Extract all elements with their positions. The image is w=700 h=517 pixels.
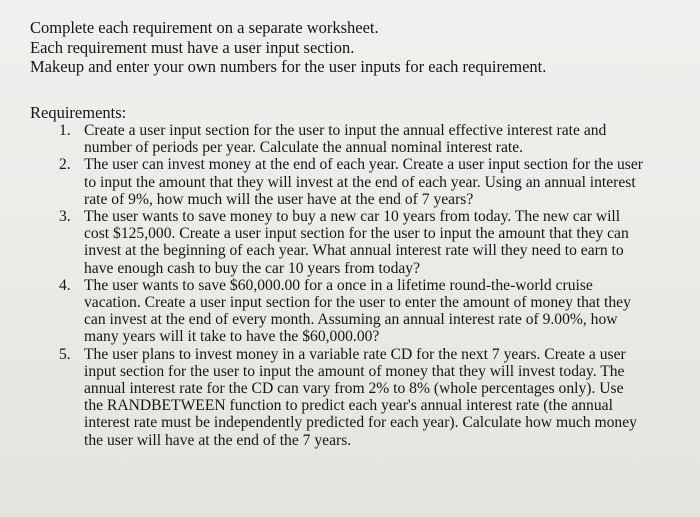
requirements-heading: Requirements: [30, 102, 127, 122]
requirement-text-line: invest at the beginning of each year. What annual interest rate will they need to earn to [84, 242, 624, 260]
requirement-text-line: many years will it take to have the $60,000.00? [84, 328, 380, 346]
requirement-item-3 [30, 208, 700, 277]
requirement-text-line: the RANDBETWEEN function to predict each year's annual interest rate (the annual [84, 397, 613, 415]
requirement-item-1 [30, 122, 700, 156]
requirement-item-4 [30, 277, 700, 346]
requirement-number: 3. [59, 208, 71, 226]
requirement-number: 5. [59, 345, 71, 363]
requirement-text-line: The user can invest money at the end of each year. Create a user input section for the user [84, 156, 643, 174]
requirement-text-line: The user wants to save money to buy a new car 10 years from today. The new car will [84, 208, 621, 226]
requirement-text-line: rate of 9%, how much will the user have at the end of 7 years? [84, 190, 474, 208]
intro-line-1: Complete each requirement on a separate worksheet. [30, 18, 379, 37]
requirement-number: 2. [59, 156, 71, 174]
requirement-text-line: input section for the user to input the amount of money that they will invest today. The [84, 362, 625, 380]
requirement-text-line: can invest at the end of every month. Assuming an annual interest rate of 9.00%, how [84, 311, 618, 329]
requirement-text-line: The user wants to save $60,000.00 for a once in a lifetime round-the-world cruise [84, 276, 593, 294]
intro-section [30, 18, 700, 77]
requirement-text-line: the user will have at the end of the 7 years. [84, 431, 352, 449]
requirement-text-line: number of periods per year. Calculate the annual nominal interest rate. [84, 139, 524, 157]
requirement-text-line: have enough cash to buy the car 10 years from today? [84, 259, 421, 277]
requirement-text-line: interest rate must be independently predicted for each year). Calculate how much money [84, 414, 637, 432]
requirement-text-line: cost $125,000. Create a user input section for the user to input the amount that they can [84, 225, 629, 243]
requirement-item-5 [30, 346, 700, 449]
requirement-text-line: to input the amount that they will invest at the end of each year. Using an annual interest [84, 173, 636, 191]
requirement-text-line: annual interest rate for the CD can vary from 2% to 8% (whole percentages only). Use [84, 380, 624, 398]
intro-line-3: Makeup and enter your own numbers for the user inputs for each requirement. [30, 57, 547, 76]
requirement-text-line: vacation. Create a user input section for the user to enter the amount of money that they [84, 294, 631, 312]
requirement-text-line: The user plans to invest money in a variable rate CD for the next 7 years. Create a user [84, 345, 626, 363]
requirement-number: 4. [59, 276, 71, 294]
requirements-list [30, 122, 700, 449]
intro-line-2: Each requirement must have a user input section. [30, 37, 355, 57]
requirement-number: 1. [59, 122, 71, 139]
requirement-item-2 [30, 156, 700, 208]
requirement-text-line: Create a user input section for the user to input the annual effective interest rate and [84, 122, 607, 139]
